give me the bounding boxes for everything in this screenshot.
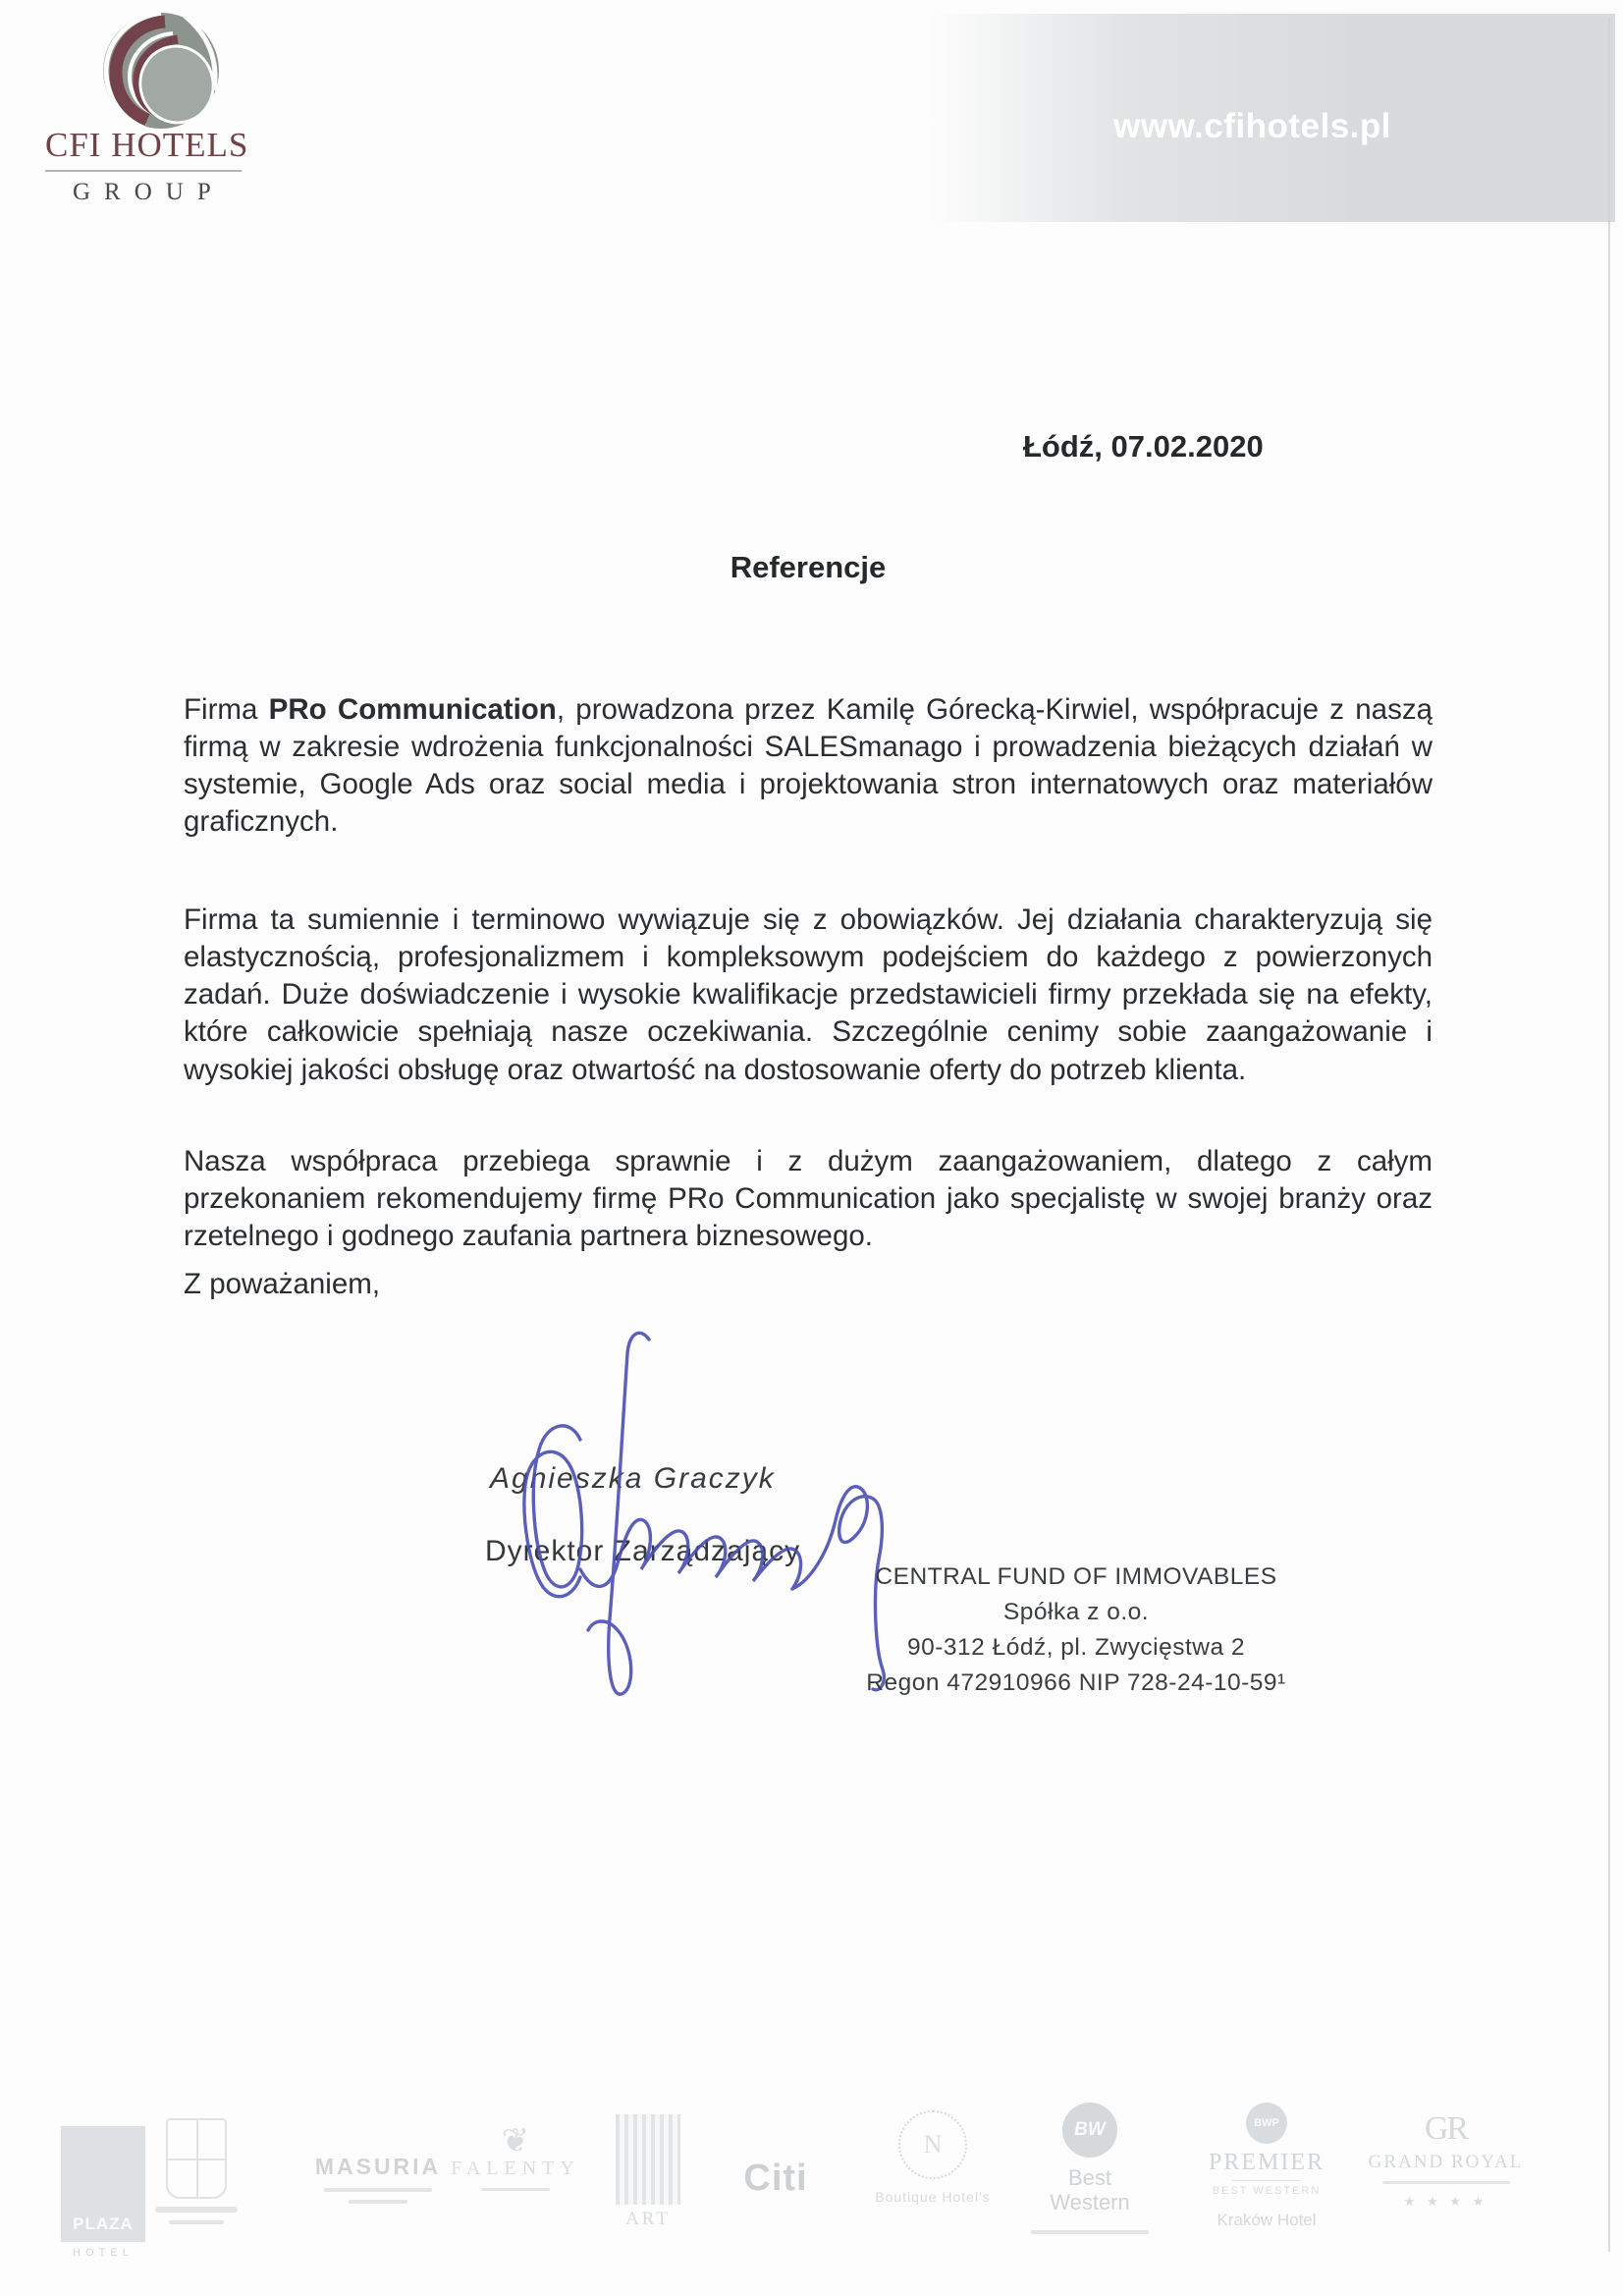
company-stamp: [862, 1559, 1290, 1701]
art-label: ART: [625, 2209, 671, 2229]
grand-royal-label: GRAND ROYAL: [1368, 2152, 1524, 2172]
paragraph-1-rest: , prowadzona przez Kamilę Górecką-Kirwiel, współpracuje z naszą firmą w zakresie wdrożenia funkcjonalności SALESmanago i prowadzenia bieżących działań w systemie, Google Ads oraz social media i projektowania stron internatowych oraz materiałów graficznych.: [184, 692, 1433, 839]
falenty-text-blur: [481, 2188, 550, 2191]
logo-wordmark: CFI HOTELS: [45, 126, 249, 164]
signatory-name: Agnieszka Graczyk: [490, 1462, 776, 1495]
masuria-text-blur2: [349, 2200, 407, 2204]
gr-monogram: GR: [1424, 2110, 1468, 2147]
plaza-logo-icon: [61, 2126, 145, 2242]
plaza-label: PLAZA: [73, 2214, 134, 2233]
best-western-premier-logo: [1178, 2103, 1355, 2230]
company-name-bold: PRo Communication: [268, 692, 557, 726]
premier-label: PREMIER: [1208, 2150, 1325, 2175]
logo-group-label: GROUP: [73, 179, 225, 205]
citi-hotel-logo: [717, 2158, 835, 2200]
scan-edge-artifact: [1608, 18, 1610, 2252]
premier-mid-label: BEST WESTERN: [1212, 2185, 1322, 2197]
boutique-monogram: N: [923, 2130, 943, 2159]
falenty-hotel-logo: [447, 2124, 584, 2191]
closing-line: Z poważaniem,: [184, 1268, 381, 1300]
bw-monogram: BW: [1074, 2119, 1106, 2140]
bw-badge-icon: [1062, 2103, 1117, 2158]
letter-title: Referencje: [730, 550, 887, 584]
handwritten-signature: [486, 1324, 918, 1717]
masuria-label: MASURIA: [314, 2154, 442, 2179]
logo-divider: [45, 170, 242, 172]
grand-royal-stars: ★ ★ ★ ★: [1403, 2194, 1488, 2209]
best-western-line1: Best: [1067, 2165, 1112, 2190]
hotel-brands-strip: [0, 2097, 1623, 2283]
best-western-line2: Western: [1050, 2190, 1130, 2214]
grand-royal-text-blur: [1382, 2181, 1510, 2184]
stamp-legal-form: Spółka z o.o.: [1002, 1599, 1150, 1625]
citi-label: Citi: [743, 2158, 808, 2199]
bwp-monogram: BWP: [1254, 2117, 1279, 2129]
stamp-address: 90-312 Łódź, pl. Zwycięstwa 2: [906, 1634, 1246, 1661]
paragraph-1: [184, 691, 1433, 842]
boutique-hotels-logo: [854, 2110, 1011, 2205]
crest-hotel-logo: [137, 2118, 255, 2224]
best-western-logo: [1021, 2103, 1159, 2234]
stamp-regon-nip: Regon 472910966 NIP 728-24-10-59¹: [866, 1669, 1286, 1696]
art-hotel-logo: [594, 2114, 702, 2230]
signatory-title: Dyrektor Zarządzający: [485, 1535, 801, 1567]
date-line: Łódź, 07.02.2020: [1023, 429, 1264, 464]
bw-text-blur: [1031, 2230, 1149, 2234]
paragraph-3: Nasza współpraca przebiega sprawnie i z dużym zaangażowaniem, dlatego z całym przekonaniem rekomendujemy firmę PRo Communication jako specjalistę w swojej branży oraz rzetelnego i godnego zaufania partnera biznesowego.: [184, 1144, 1433, 1253]
crest-text-blur2: [169, 2220, 224, 2224]
grand-royal-logo: [1360, 2110, 1532, 2210]
globe-logo-icon: [86, 6, 234, 143]
boutique-label: Boutique Hotel's: [875, 2189, 991, 2205]
dotted-circle-icon: [898, 2110, 967, 2179]
stamp-company: CENTRAL FUND OF IMMOVABLES: [875, 1563, 1277, 1590]
art-stripes-icon: [616, 2114, 680, 2205]
leaf-icon: ❦: [501, 2122, 530, 2159]
premier-rule: [1232, 2180, 1301, 2181]
paragraph-1-prefix: Firma: [184, 692, 269, 726]
website-url: www.cfihotels.pl: [1113, 107, 1391, 145]
masuria-hotel-logo: [295, 2154, 461, 2204]
crest-text-blur: [155, 2207, 238, 2213]
website-banner: [931, 14, 1615, 222]
bwp-badge-icon: [1246, 2103, 1287, 2144]
falenty-label: FALENTY: [451, 2158, 580, 2179]
plaza-sub-label: HOTEL: [73, 2247, 134, 2259]
masuria-text-blur: [324, 2188, 432, 2192]
premier-city-label: Kraków Hotel: [1217, 2211, 1317, 2229]
paragraph-2: Firma ta sumiennie i terminowo wywiązuje się z obowiązków. Jej działania charakteryzują się elastycznością, profesjonalizmem i kompleksowym podejściem do każdego z powierzonych zadań. Duże doświadczenie i wysokie kwalifikacje przedstawicieli firmy przekłada się na efekty, które całkowicie spełniają nasze oczekiwania. Szczególnie cenimy sobie zaangażowanie i wysokiej jakości obsługę oraz otwartość na dostosowanie oferty do potrzeb klienta.: [184, 902, 1433, 1086]
crest-icon: [166, 2118, 227, 2199]
